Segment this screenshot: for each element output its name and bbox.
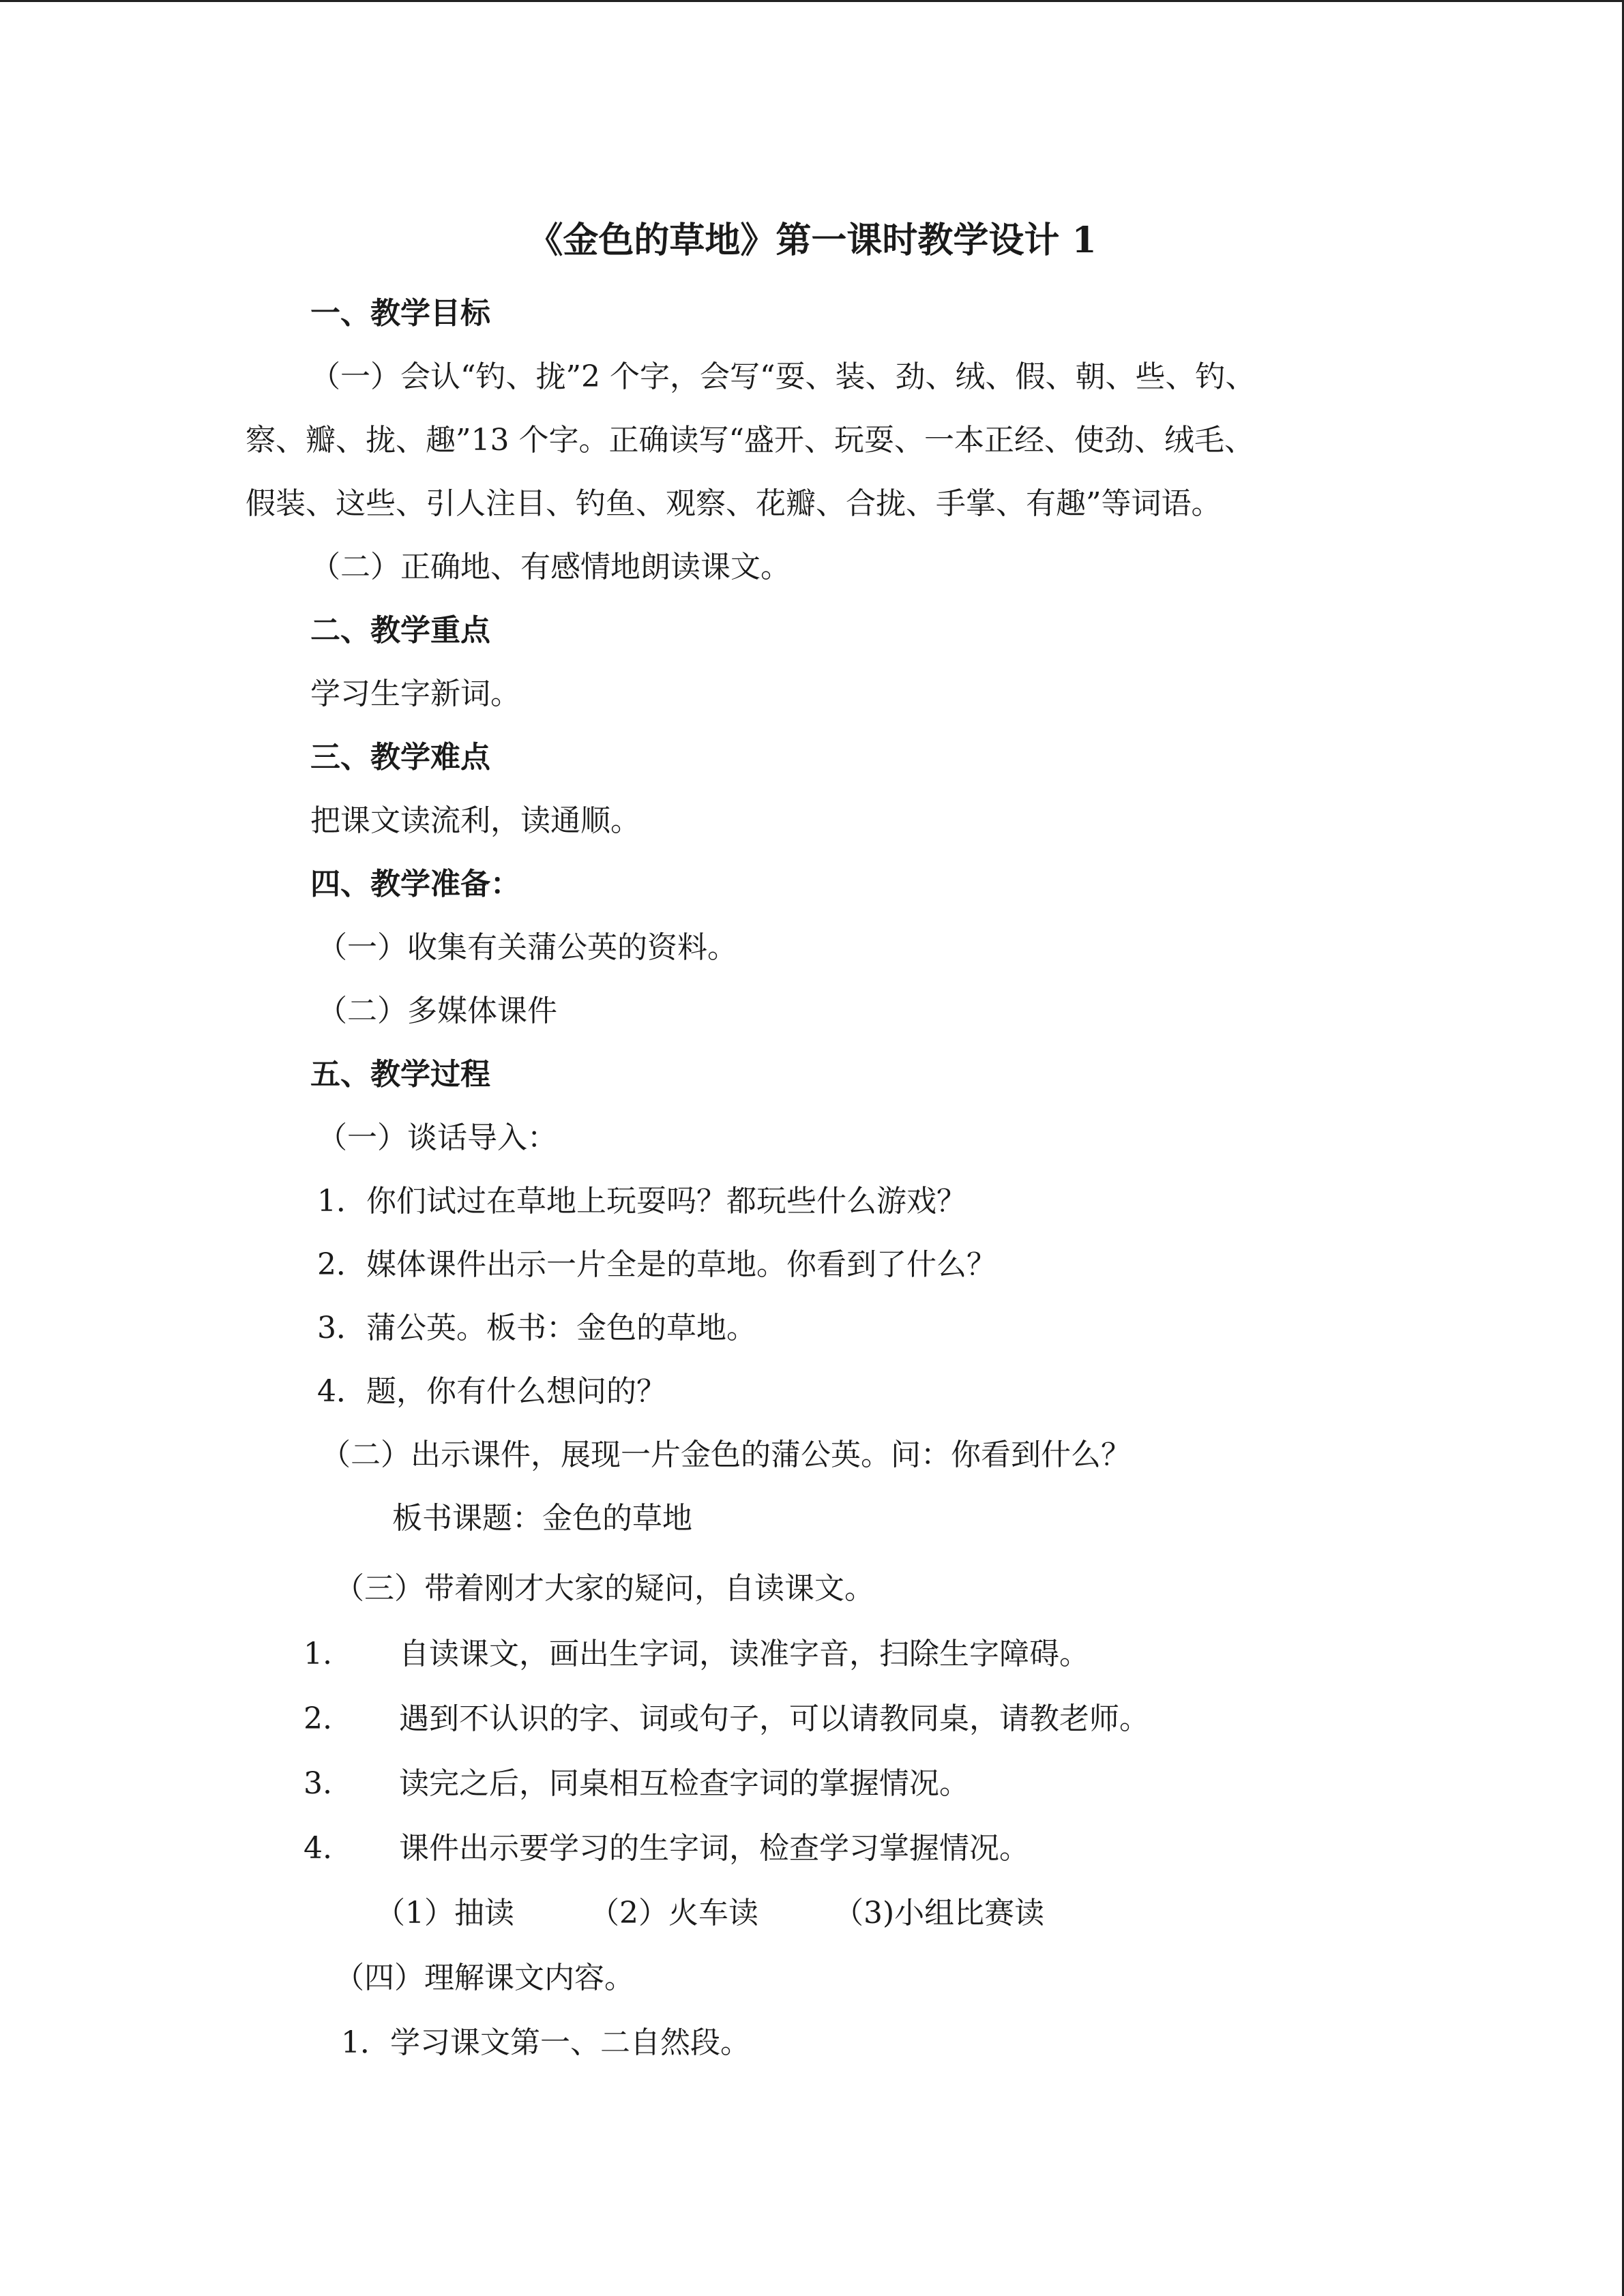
part2-board-title: 板书课题：金色的草地 [392, 1501, 692, 1536]
list-number: 1. [304, 1637, 332, 1671]
heading-key-points: 二、教学重点 [310, 613, 490, 648]
part2-heading: （二）出示课件，展现一片金色的蒲公英。问：你看到什么？ [321, 1437, 1131, 1472]
part4-heading: （四）理解课文内容。 [334, 1960, 634, 1995]
preparation-item-1: （一）收集有关蒲公英的资料。 [317, 930, 737, 965]
list-text: 遇到不认识的字、词或句子，可以请教同桌，请教老师。 [399, 1701, 1149, 1736]
heading-difficulties: 三、教学难点 [310, 740, 490, 775]
method-1: （1）抽读 [375, 1896, 514, 1930]
part1-heading: （一）谈话导入： [317, 1120, 557, 1155]
list-number: 4. [304, 1831, 332, 1866]
list-text: 自读课文，画出生字词，读准字音，扫除生字障碍。 [399, 1637, 1089, 1671]
part3-item-2 [304, 1699, 1149, 1740]
difficulties-text: 把课文读流利，读通顺。 [310, 803, 640, 838]
method-2: （2）火车读 [589, 1896, 758, 1930]
part3-item-4 [304, 1828, 1029, 1869]
part1-item-2: 2．媒体课件出示一片全是的草地。你看到了什么？ [317, 1247, 996, 1282]
method-3: （3)小组比赛读 [833, 1896, 1045, 1930]
list-text: 课件出示要学习的生字词，检查学习掌握情况。 [399, 1831, 1029, 1866]
list-number: 3. [304, 1766, 332, 1801]
part3-item-3 [304, 1763, 969, 1804]
part4-item-1: 1．学习课文第一、二自然段。 [341, 2025, 750, 2060]
goal-1-line-2: 察、瓣、拢、趣”13 个字。正确读写“盛开、玩耍、一本正经、使劲、绒毛、 [246, 423, 1254, 458]
document-title: 《金色的草地》第一课时教学设计 1 [527, 220, 1097, 261]
heading-preparation: 四、教学准备： [310, 867, 520, 901]
part3-heading: （三）带着刚才大家的疑问，自读课文。 [334, 1571, 874, 1606]
heading-teaching-goals: 一、教学目标 [310, 296, 490, 331]
part3-item-1 [304, 1634, 1089, 1675]
goal-1-line-1: （一）会认“钓、拢”2 个字，会写“耍、装、劲、绒、假、朝、些、钓、 [310, 359, 1256, 394]
reading-methods [375, 1893, 1044, 1934]
part1-item-1: 1．你们试过在草地上玩耍吗？都玩些什么游戏？ [317, 1184, 966, 1219]
part1-item-4: 4．题，你有什么想问的？ [317, 1374, 666, 1409]
preparation-item-2: （二）多媒体课件 [317, 994, 557, 1028]
goal-1-line-3: 假装、这些、引人注目、钓鱼、观察、花瓣、合拢、手掌、有趣”等词语。 [246, 486, 1222, 521]
goal-2: （二）正确地、有感情地朗读课文。 [310, 550, 791, 584]
key-points-text: 学习生字新词。 [310, 676, 520, 711]
list-text: 读完之后，同桌相互检查字词的掌握情况。 [399, 1766, 969, 1801]
part1-item-3: 3．蒲公英。板书：金色的草地。 [317, 1311, 756, 1345]
list-number: 2. [304, 1701, 332, 1736]
heading-process: 五、教学过程 [310, 1057, 490, 1092]
page-border-top [0, 0, 1624, 2]
